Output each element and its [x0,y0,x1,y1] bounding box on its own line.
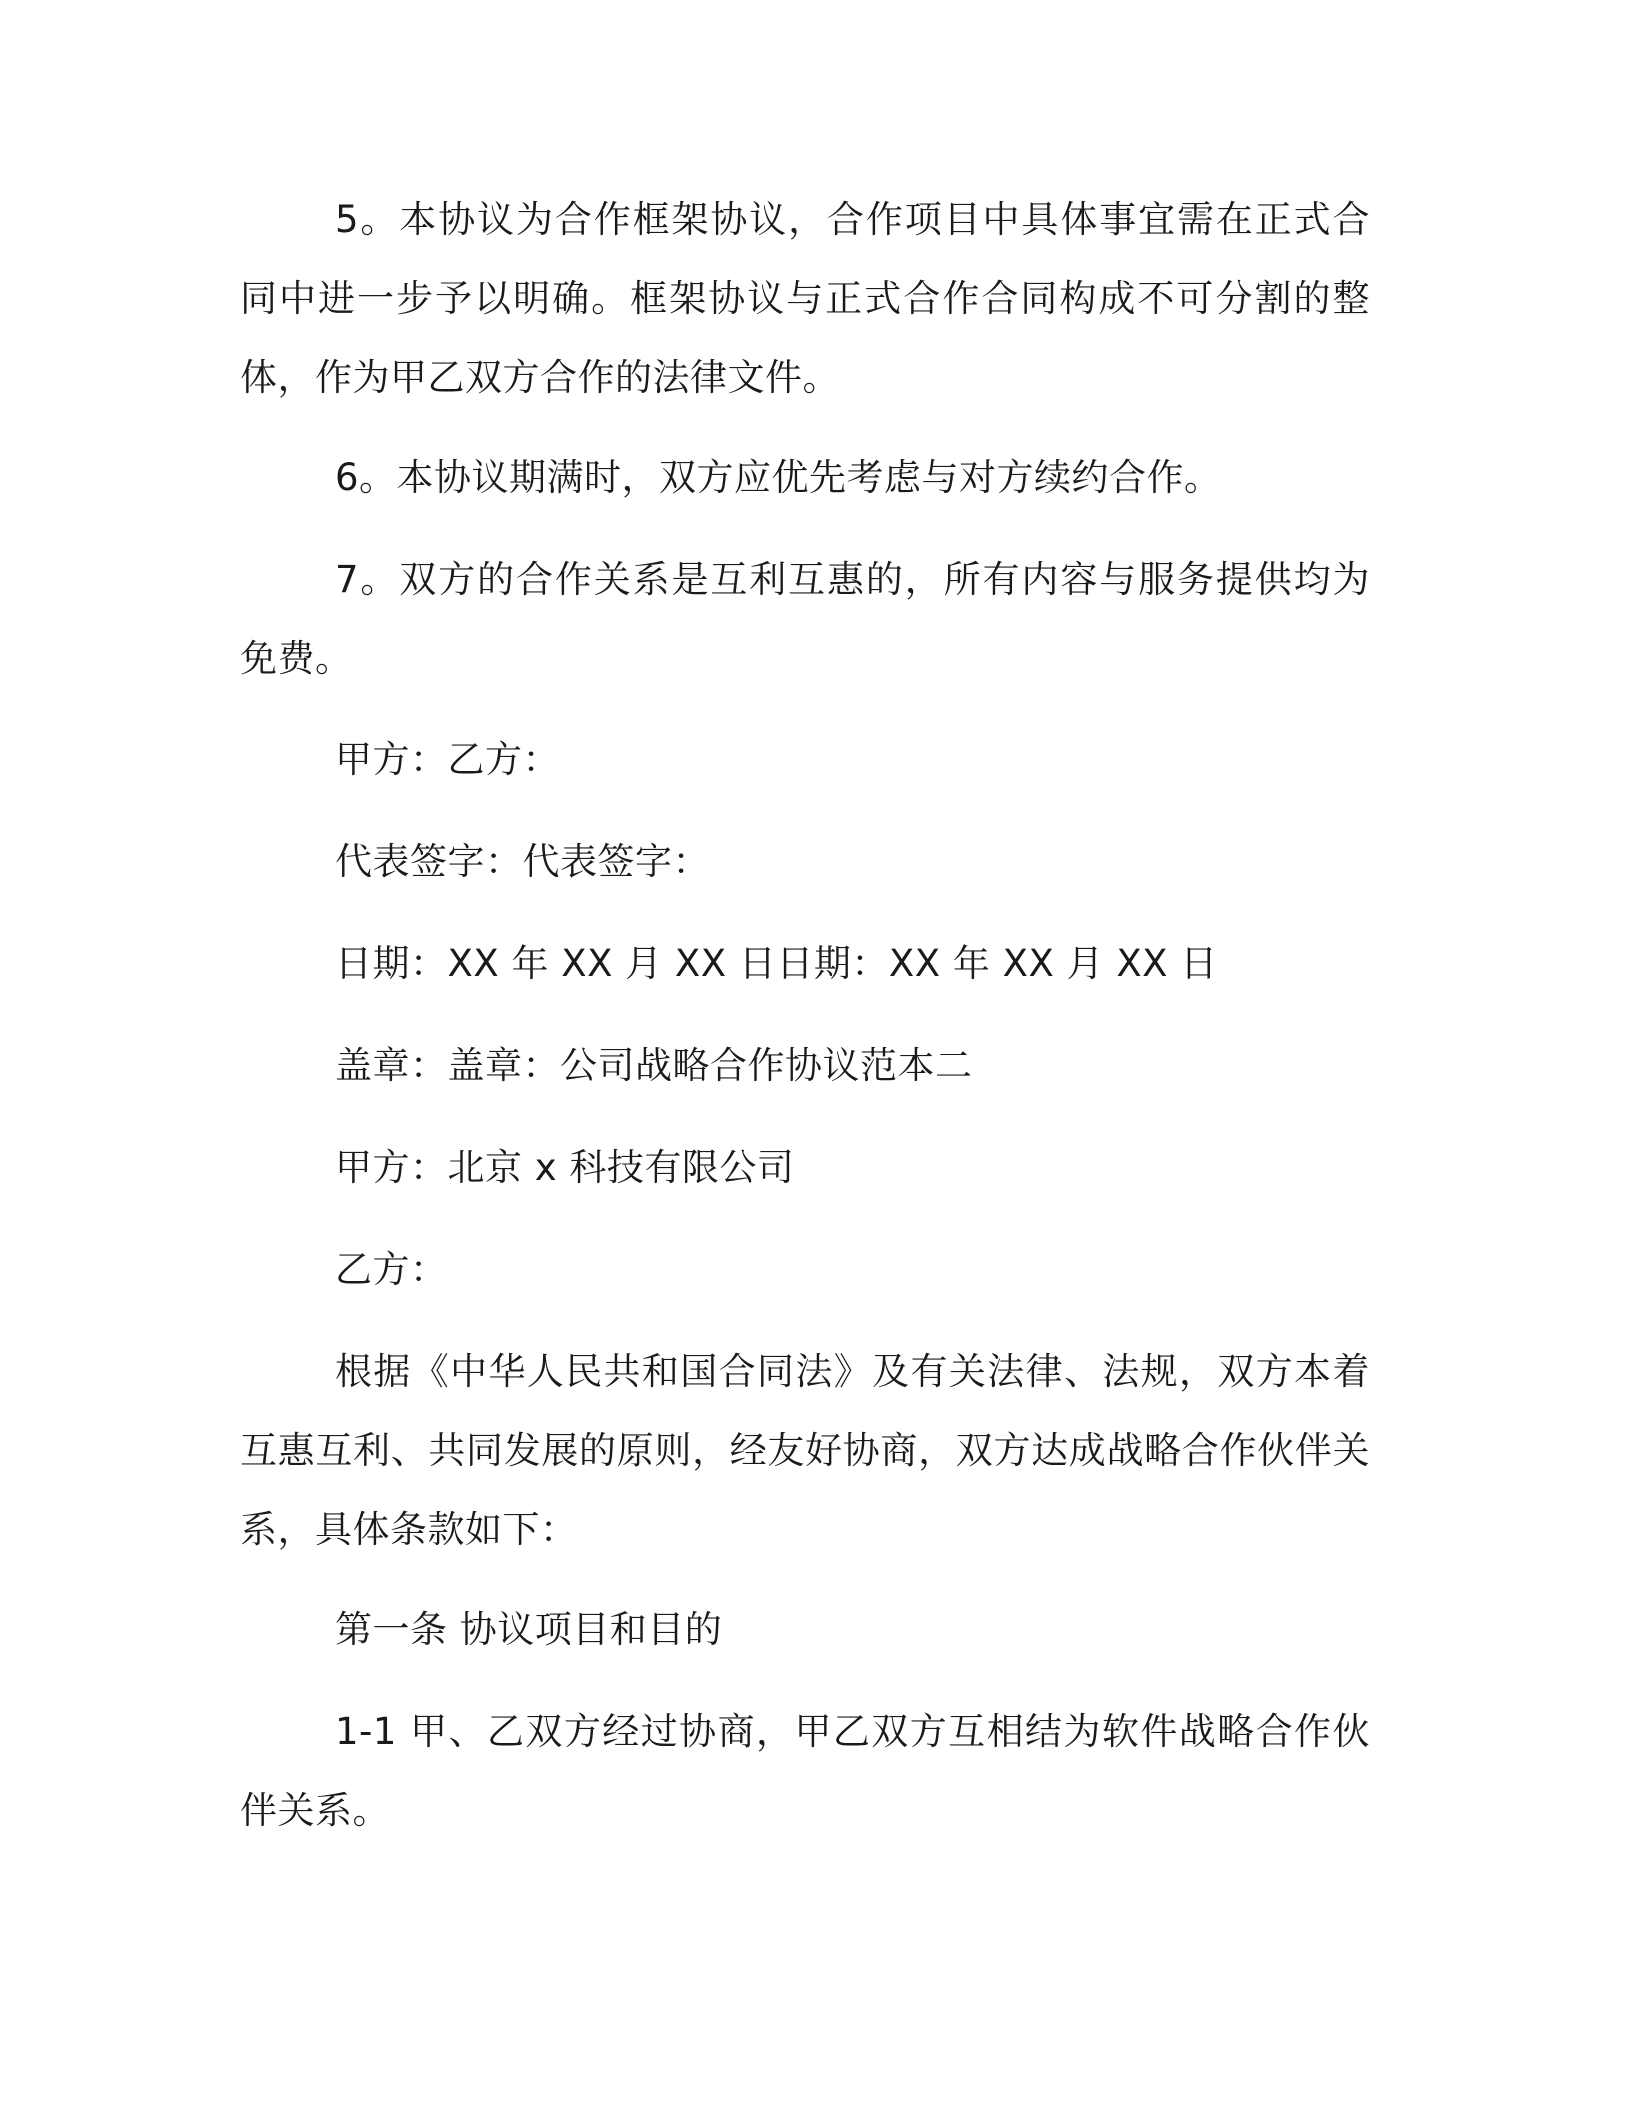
article-1-heading: 第一条 协议项目和目的 [335,1608,723,1651]
signature-parties-line: 甲方：乙方： [335,738,560,781]
paragraph-clause-6: 6。本协议期满时，双方应优先考虑与对方续约合作。 [335,456,1222,499]
paragraph-clause-7: 7。双方的合作关系是互利互惠的，所有内容与服务提供均为免费。 [240,558,1370,680]
clause-1-1: 1-1 甲、乙双方经过协商，甲乙双方互相结为软件战略合作伙伴关系。 [240,1710,1370,1832]
paragraph-clause-5: 5。本协议为合作框架协议，合作项目中具体事宜需在正式合同中进一步予以明确。框架协议与正式合作合同构成不可分割的整体，作为甲乙双方合作的法律文件。 [240,198,1370,399]
seal-line-and-sample-title: 盖章：盖章：公司战略合作协议范本二 [335,1044,973,1087]
party-a-line: 甲方：北京 x 科技有限公司 [335,1146,795,1189]
preamble-paragraph: 根据《中华人民共和国合同法》及有关法律、法规，双方本着互惠互利、共同发展的原则，经友好协商，双方达成战略合作伙伴关系，具体条款如下： [240,1350,1370,1551]
signature-representative-line: 代表签字：代表签字： [335,840,710,883]
party-b-line: 乙方： [335,1248,448,1291]
signature-date-line: 日期：XX 年 XX 月 XX 日日期：XX 年 XX 月 XX 日 [335,942,1218,985]
